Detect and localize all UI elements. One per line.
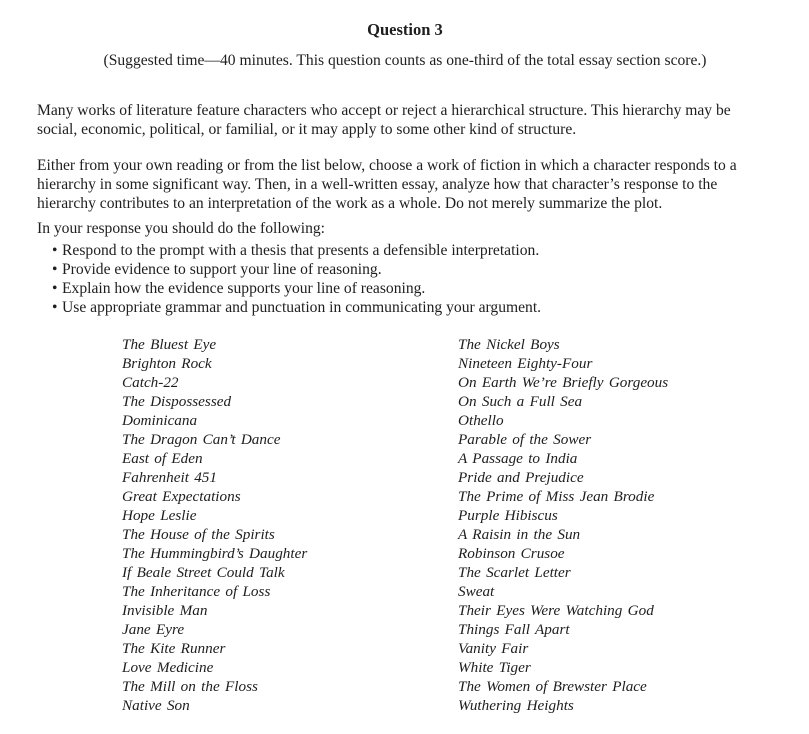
bullet-item: • Respond to the prompt with a thesis that presents a defensible interpretation. <box>37 241 773 260</box>
book-title: East of Eden <box>122 450 203 467</box>
book-title: The Inheritance of Loss <box>122 583 271 600</box>
book-title: Hope Leslie <box>122 507 197 524</box>
book-title: Love Medicine <box>122 659 214 676</box>
book-list-right-column <box>458 335 668 715</box>
book-title: On Such a Full Sea <box>458 393 583 410</box>
book-title: Brighton Rock <box>122 355 212 372</box>
book-list-columns <box>37 335 773 715</box>
question-subtitle: (Suggested time—40 minutes. This question counts as one-third of the total essay section score.) <box>103 52 707 69</box>
book-title: Things Fall Apart <box>458 621 570 638</box>
book-title: The Bluest Eye <box>122 336 217 353</box>
book-title: The Nickel Boys <box>458 336 560 353</box>
book-title: The Prime of Miss Jean Brodie <box>458 488 655 505</box>
book-title: Nineteen Eighty-Four <box>458 355 593 372</box>
book-title: A Passage to India <box>458 450 578 467</box>
book-title: Jane Eyre <box>122 621 185 638</box>
book-title: Their Eyes Were Watching God <box>458 602 654 619</box>
book-title: The Scarlet Letter <box>458 564 571 581</box>
book-title: On Earth We’re Briefly Gorgeous <box>458 374 669 391</box>
book-title: The Kite Runner <box>122 640 226 657</box>
book-title: Wuthering Heights <box>458 697 574 714</box>
book-title: A Raisin in the Sun <box>458 526 581 543</box>
book-title: Vanity Fair <box>458 640 529 657</box>
book-title: Robinson Crusoe <box>458 545 565 562</box>
book-title: The Dispossessed <box>122 393 232 410</box>
question-title: Question 3 <box>367 20 443 39</box>
bullet-item: • Provide evidence to support your line of reasoning. <box>37 260 773 279</box>
book-title: The Women of Brewster Place <box>458 678 647 695</box>
bullet-item: • Explain how the evidence supports your line of reasoning. <box>37 279 773 298</box>
prompt-paragraph-1: Many works of literature feature characters who accept or reject a hierarchical structure. This hierarchy may be social, economic, political, or familial, or it may apply to some other kind of structure. <box>37 102 731 138</box>
book-title: White Tiger <box>458 659 531 676</box>
book-title: Fahrenheit 451 <box>122 469 217 486</box>
instructions-bullet-list <box>37 241 773 317</box>
book-title: The Hummingbird’s Daughter <box>122 545 308 562</box>
book-title: Native Son <box>122 697 190 714</box>
book-title: Invisible Man <box>122 602 208 619</box>
book-title: The House of the Spirits <box>122 526 275 543</box>
book-title: Great Expectations <box>122 488 241 505</box>
book-title: If Beale Street Could Talk <box>122 564 285 581</box>
book-title: Parable of the Sower <box>458 431 592 448</box>
book-title: Pride and Prejudice <box>458 469 584 486</box>
book-list-left-column <box>122 335 458 715</box>
bullet-item: • Use appropriate grammar and punctuation in communicating your argument. <box>37 298 773 317</box>
book-title: The Dragon Can’t Dance <box>122 431 281 448</box>
book-title: Catch-22 <box>122 374 179 391</box>
book-title: Dominicana <box>122 412 198 429</box>
prompt-paragraph-2: Either from your own reading or from the list below, choose a work of fiction in which a character responds to a hierarchy in some significant way. Then, in a well-written essay, analyze how that character’s response to the hierarchy contributes to an interpretation of the work as a whole. Do not merely summarize the plot. <box>37 157 737 212</box>
book-title: Othello <box>458 412 504 429</box>
book-title: Purple Hibiscus <box>458 507 558 524</box>
book-title: Sweat <box>458 583 495 600</box>
book-title: The Mill on the Floss <box>122 678 258 695</box>
instructions-lead: In your response you should do the following: <box>37 220 326 237</box>
